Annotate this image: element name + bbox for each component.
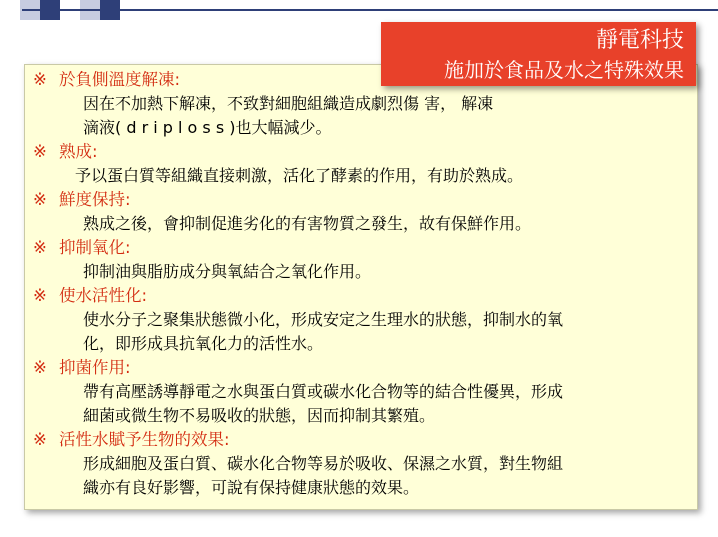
bullet-icon: ※ <box>33 190 47 209</box>
section-line: 因在不加熱下解凍，不致對細胞組織造成劇烈傷 害， 解凍 <box>83 94 494 113</box>
section-ripening <box>33 140 693 188</box>
section-line: 抑制油與脂肪成分與氧結合之氧化作用。 <box>83 262 372 281</box>
section-freshness <box>33 188 693 236</box>
section-line: 使水分子之聚集狀態微小化，形成安定之生理水的狀態，抑制水的氧 <box>83 310 564 329</box>
section-line: 帶有高壓誘導靜電之水與蛋白質或碳水化合物等的結合性優異，形成 <box>83 382 564 401</box>
bullet-icon: ※ <box>33 70 47 89</box>
section-heading: 活性水賦予生物的效果: <box>59 430 230 449</box>
section-heading: 鮮度保持: <box>59 190 131 209</box>
section-bio-effects <box>33 428 693 500</box>
bullet-icon: ※ <box>33 430 47 449</box>
section-water-activation <box>33 284 693 356</box>
bullet-icon: ※ <box>33 286 47 305</box>
title-banner <box>381 22 696 86</box>
page-subtitle: 施加於食品及水之特殊效果 <box>444 58 684 82</box>
section-heading: 抑制氧化: <box>59 238 131 257</box>
section-line: 織亦有良好影響，可說有保持健康狀態的效果。 <box>83 478 420 497</box>
section-heading: 熟成: <box>59 142 98 161</box>
section-line: 熟成之後，會抑制促進劣化的有害物質之發生，故有保鮮作用。 <box>83 214 532 233</box>
bullet-icon: ※ <box>33 238 47 257</box>
section-antibacterial <box>33 356 693 428</box>
section-line: 化，即形成具抗氧化力的活性水。 <box>83 334 324 353</box>
section-line: 形成細胞及蛋白質、碳水化合物等易於吸收、保濕之水質，對生物組 <box>83 454 564 473</box>
section-heading: 於負側溫度解凍: <box>59 70 181 89</box>
section-line: 滴液( d r i p l o s s )也大幅減少。 <box>83 118 332 137</box>
page-title: 靜電科技 <box>595 28 684 53</box>
sections-list <box>33 68 693 500</box>
bullet-icon: ※ <box>33 142 47 161</box>
section-antioxidation <box>33 236 693 284</box>
section-heading: 使水活性化: <box>59 286 148 305</box>
section-line: 予以蛋白質等組織直接刺激，活化了酵素的作用，有助於熟成。 <box>75 166 524 185</box>
section-heading: 抑菌作用: <box>59 358 131 377</box>
section-line: 細菌或微生物不易吸收的狀態，因而抑制其繁殖。 <box>83 406 436 425</box>
bullet-icon: ※ <box>33 358 47 377</box>
header-rule <box>22 9 718 11</box>
